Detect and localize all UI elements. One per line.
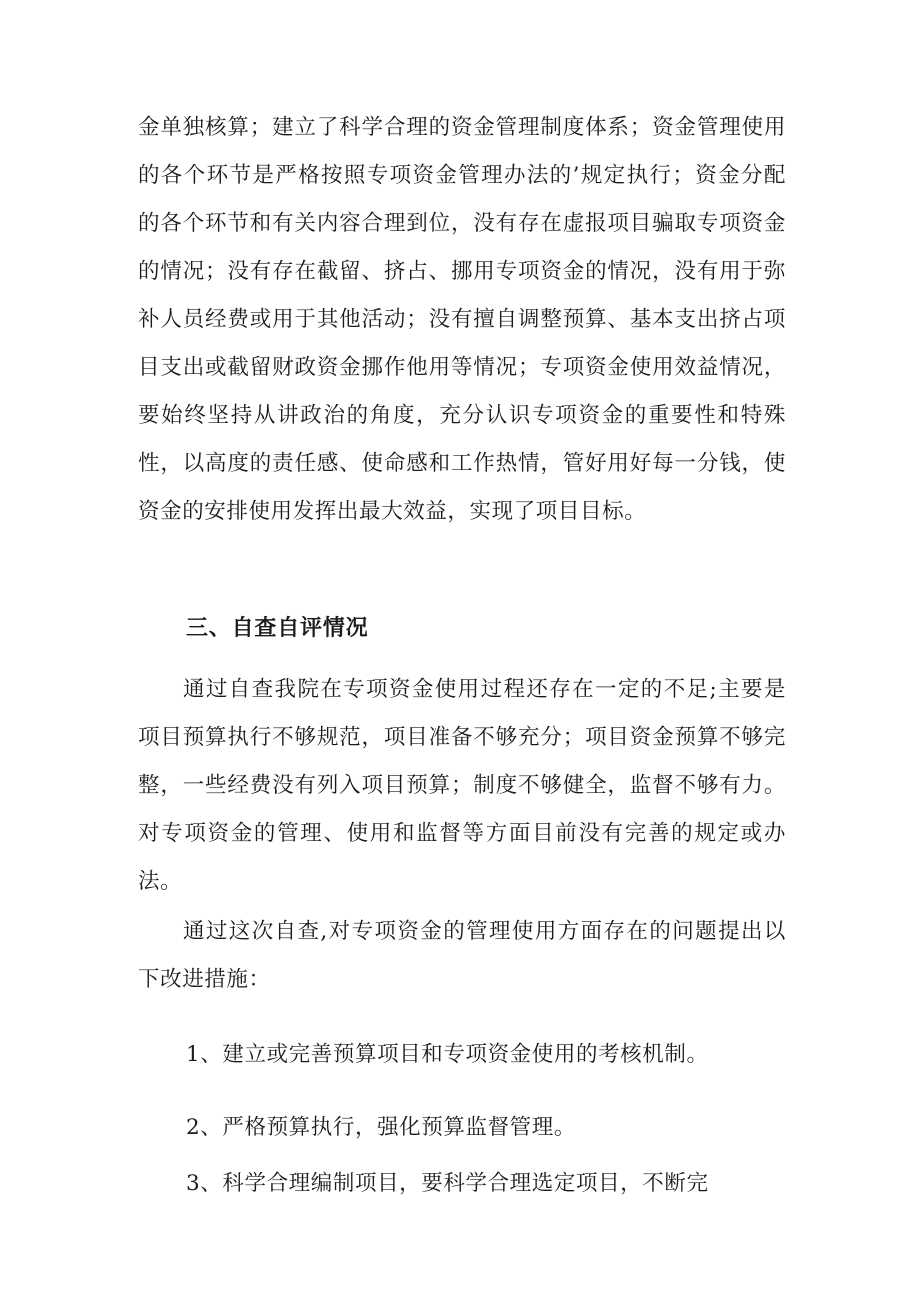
list-item-improvement-2: 2、严格预算执行，强化预算监督管理。 — [186, 1115, 576, 1140]
list-item-improvement-3: 3、科学合理编制项目，要科学合理选定项目，不断完 — [186, 1171, 709, 1196]
section-heading-self-evaluation: 三、自查自评情况 — [186, 616, 369, 641]
body-paragraph-improvement-intro: 通过这次自查,对专项资金的管理使用方面存在的问题提出以下改进措施： — [138, 919, 786, 992]
body-paragraph-shortcomings: 通过自查我院在专项资金使用过程还存在一定的不足;主要是项目预算执行不够规范，项目准备不够充分；项目资金预算不够完整，一些经费没有列入项目预算；制度不够健全，监督不够有力。对专项资金的管理、使用和监督等方面目前没有完善的规定或办法。 — [138, 677, 786, 894]
list-item-improvement-1: 1、建立或完善预算项目和专项资金使用的考核机制。 — [186, 1042, 709, 1067]
body-paragraph-fund-management: 金单独核算；建立了科学合理的资金管理制度体系；资金管理使用的各个环节是严格按照专项资金管理办法的’规定执行；资金分配的各个环节和有关内容合理到位，没有存在虚报项目骗取专项资金的情况；没有存在截留、挤占、挪用专项资金的情况，没有用于弥补人员经费或用于其他活动；没有擅自调整预算、基本支出挤占项目支出或截留财政资金挪作他用等情况；专项资金使用效益情况，要始终坚持从讲政治的角度，充分认识专项资金的重要性和特殊性，以高度的责任感、使命感和工作热情，管好用好每一分钱，使资金的安排使用发挥出最大效益，实现了项目目标。 — [138, 115, 786, 524]
